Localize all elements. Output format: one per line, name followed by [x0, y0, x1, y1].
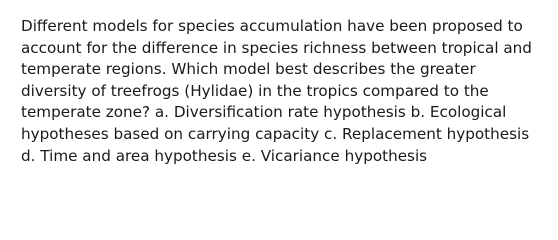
question-text: Different models for species accumulation have been proposed to account for the difference in species richness between tropical and temperate regions. Which model best describes the greater diversity of treefrogs (Hylidae) in the tropics compared to the temperate zone? a. Diversification rate hypothesis b. Ecological hypotheses based on carrying capacity c. Replacement hypothesis d. Time and area hypothesis e. Vicariance hypothesis	[21, 17, 532, 165]
